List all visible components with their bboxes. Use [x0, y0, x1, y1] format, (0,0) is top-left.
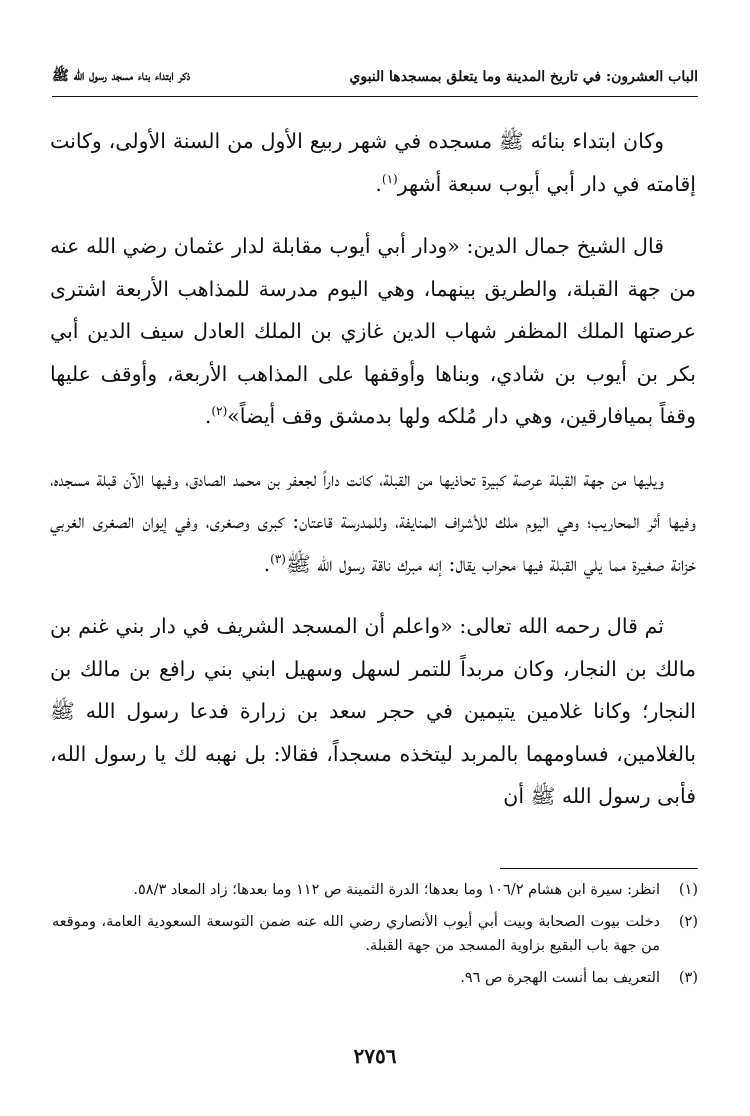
main-text — [50, 120, 696, 838]
footnote-number: (٣) — [678, 970, 698, 986]
footnote-ref: (٢) — [211, 404, 228, 419]
footnote-number: (٢) — [678, 914, 698, 930]
header-chapter-title: الباب العشرون: في تاريخ المدينة وما يتعلق بمسجدها النبوي — [349, 69, 698, 85]
paragraph: قال الشيخ جمال الدين: «ودار أبي أيوب مقابلة لدار عثمان رضي الله عنه من جهة القبلة، والطريق بينهما، وهي اليوم مدرسة للمذاهب الأربعة اشترى عرصتها الملك المظفر شهاب الدين غازي بن الملك العادل سيف الدين أبي بكر بن أيوب بن شادي، وبناها وأوقفها على المذاهب الأربعة، وأوقف عليها وقفاً بميافارقين، وهي دار مُلكه ولها بدمشق وقف أيضاً»$^{(٢)}$. — [50, 234, 696, 428]
footnote-ref: (٣) — [270, 551, 286, 566]
page-number: ٢٧٥٦ — [353, 1044, 397, 1068]
footnote-divider — [500, 868, 698, 869]
paragraph: وكان ابتداء بنائه ﷺ مسجده في شهر ربيع الأول من السنة الأولى، وكانت إقامته في دار أبي أيوب سبعة أشهر$^{(١)}$. — [50, 129, 696, 196]
footnote-text: انظر: سيرة ابن هشام ١٠٦/٢ وما بعدها؛ الدرة الثمينة ص ١١٢ وما بعدها؛ زاد المعاد ٥٨/٣. — [133, 882, 660, 898]
header-divider — [52, 96, 698, 97]
running-header — [52, 62, 698, 92]
footnote — [52, 910, 698, 958]
paragraph: ويليها من جهة القبلة عرصة كبيرة تحاذيها من القبلة، كانت داراً لجعفر بن محمد الصادق، وفيها الآن قبلة مسجده، وفيها أثر المحاريب؛ وهي اليوم ملك للأشراف المنايفة، وللمدرسة قاعتان: كبرى وصغرى، وفي إيوان الصغرى الغربي خزانة صغيرة مما يلي القبلة فيها محراب يقال: إنه مبرك ناقة رسول الله ﷺ$^{(٣)}$. — [50, 466, 696, 576]
footnote-text: دخلت بيوت الصحابة وبيت أبي أيوب الأنصاري رضي الله عنه ضمن التوسعة السعودية العامة، وموقعه من جهة باب البقيع بزاوية المسجد من جهة القبلة. — [52, 914, 660, 954]
footnote-ref: (١) — [381, 171, 398, 186]
footnote — [52, 966, 698, 990]
footnotes — [52, 878, 698, 998]
footnote-text: التعريف بما أنست الهجرة ص ٩٦. — [460, 970, 660, 986]
paragraph: ثم قال رحمه الله تعالى: «واعلم أن المسجد الشريف في دار بني غنم بن مالك بن النجار، وكان مربداً للتمر لسهل وسهيل ابني بني رافع بن مالك بن النجار؛ وكانا غلامين يتيمين في حجر سعد بن زرارة فدعا رسول الله ﷺ بالغلامين، فساومهما بالمربد ليتخذه مسجداً، فقالا: بل نهبه لك يا رسول الله، فأبى رسول الله ﷺ أن — [50, 614, 696, 808]
footnote-number: (١) — [678, 882, 698, 898]
footnote — [52, 878, 698, 902]
header-topic-title: ذكر ابتداء بناء مسجد رسول الله ﷺ — [52, 68, 191, 84]
